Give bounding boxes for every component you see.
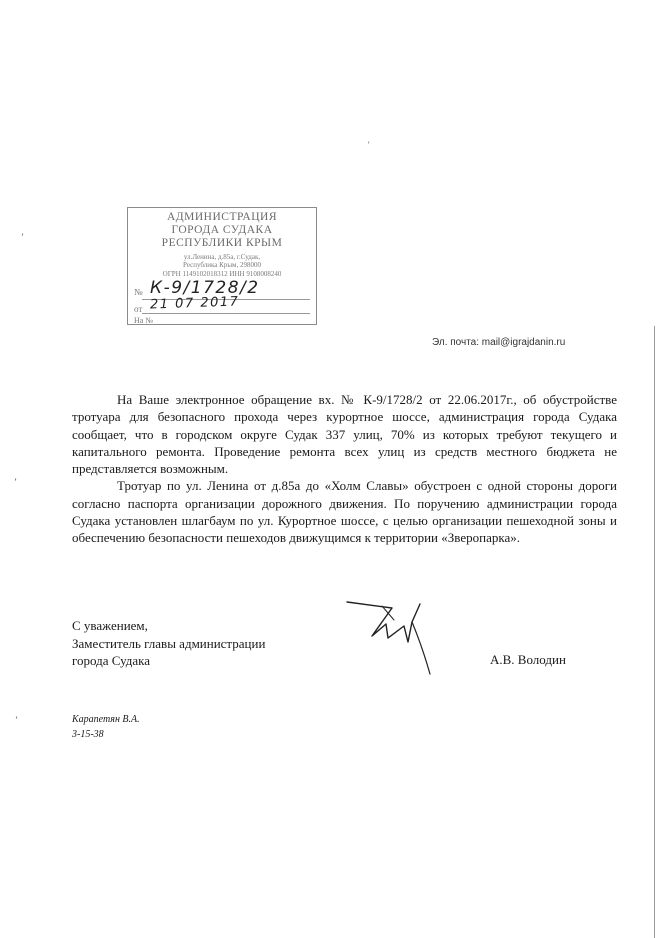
scan-speck: ' bbox=[368, 140, 370, 150]
stamp-org-line-1: АДМИНИСТРАЦИЯ bbox=[167, 211, 277, 223]
stamp-org-line-3: РЕСПУБЛИКИ КРЫМ bbox=[161, 237, 283, 249]
scan-speck: ʼ bbox=[21, 232, 24, 242]
closing-organization: города Судака bbox=[72, 653, 151, 668]
executor-name: Карапетян В.А. bbox=[72, 714, 140, 725]
scan-edge-line bbox=[654, 326, 655, 938]
email-line: Эл. почта: mail@igrajdanin.ru bbox=[432, 337, 566, 348]
registration-stamp bbox=[127, 207, 317, 325]
scan-speck: ʼ bbox=[15, 715, 18, 725]
stamp-address-line-2: Республика Крым, 298000 bbox=[183, 261, 261, 269]
executor-phone: 3-15-38 bbox=[72, 729, 104, 740]
closing-position: Заместитель главы администрации bbox=[72, 636, 266, 651]
stamp-date-rule bbox=[142, 313, 310, 314]
stamp-address-line-1: ул.Ленина, д.85а, г.Судак, bbox=[183, 253, 261, 261]
body-paragraph-2: Тротуар по ул. Ленина от д.85а до «Холм Славы» обустроен с одной стороны дороги согласно паспорта организации дорожного движения. По поручению администрации города Судака установлен шлагбаум по ул. Курортное шоссе, с целью организации пешеходной зоны и обеспечению безопасности пешеходов движущимся к территории «Зверопарка». bbox=[72, 478, 617, 546]
closing-greeting: С уважением, bbox=[72, 618, 148, 633]
body-paragraph-1: На Ваше электронное обращение вх. № К-9/1728/2 от 22.06.2017г., об обустройстве тротуара для безопасного прохода через курортное шоссе, администрация города Судака сообщает, что в городском округе Судак 337 улиц, 70% из которых требуют текущего и капитального ремонта. Проведение ремонта всех улиц из средств местного бюджета не представляется возможным. bbox=[72, 392, 617, 477]
scan-speck: ʼ bbox=[14, 477, 17, 487]
stamp-handwritten-date: 21 07 2017 bbox=[149, 294, 240, 313]
stamp-org-line-2: ГОРОДА СУДАКА bbox=[171, 224, 273, 236]
stamp-handwritten-number: К-9/1728/2 bbox=[150, 278, 260, 298]
handwritten-signature bbox=[342, 596, 442, 678]
stamp-from-label: от bbox=[134, 304, 143, 314]
signer-name: А.В. Володин bbox=[490, 652, 566, 667]
letter-body bbox=[72, 391, 617, 547]
stamp-na-label: На № bbox=[134, 316, 153, 325]
stamp-ogrn: ОГРН 1149102018312 ИНН 9108008240 bbox=[162, 270, 282, 278]
stamp-number-label: № bbox=[134, 287, 143, 297]
